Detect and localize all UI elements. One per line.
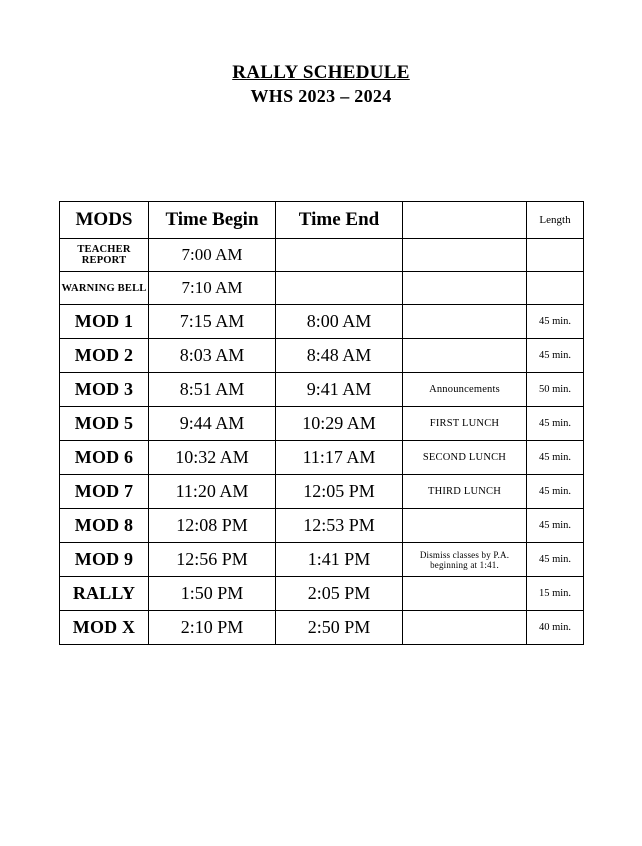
row-label: MOD 3	[60, 373, 149, 407]
row-time-end: 1:41 PM	[276, 543, 403, 577]
row-length	[527, 239, 584, 272]
row-time-begin: 12:08 PM	[149, 509, 276, 543]
row-length	[527, 272, 584, 305]
table-row	[60, 305, 584, 339]
row-time-begin: 2:10 PM	[149, 611, 276, 645]
row-label: MOD X	[60, 611, 149, 645]
row-time-end: 2:05 PM	[276, 577, 403, 611]
table-row	[60, 577, 584, 611]
header-mods: MODS	[60, 202, 149, 239]
row-time-end	[276, 272, 403, 305]
page-title-line-2: WHS 2023 – 2024	[250, 86, 392, 106]
row-time-end: 12:05 PM	[276, 475, 403, 509]
row-time-end: 12:53 PM	[276, 509, 403, 543]
table-row	[60, 272, 584, 305]
table-row	[60, 407, 584, 441]
row-notes: Announcements	[403, 373, 527, 407]
row-time-end: 9:41 AM	[276, 373, 403, 407]
row-label: MOD 9	[60, 543, 149, 577]
table-row	[60, 441, 584, 475]
header-time-end: Time End	[276, 202, 403, 239]
row-time-begin: 8:03 AM	[149, 339, 276, 373]
row-time-end: 8:00 AM	[276, 305, 403, 339]
row-label: MOD 6	[60, 441, 149, 475]
row-length: 45 min.	[527, 339, 584, 373]
row-time-begin: 9:44 AM	[149, 407, 276, 441]
row-label: WARNING BELL	[60, 272, 149, 305]
row-label: MOD 1	[60, 305, 149, 339]
row-label: MOD 2	[60, 339, 149, 373]
row-notes: THIRD LUNCH	[403, 475, 527, 509]
row-length: 45 min.	[527, 543, 584, 577]
row-length: 40 min.	[527, 611, 584, 645]
row-notes: Dismiss classes by P.A. beginning at 1:41.	[403, 543, 527, 577]
row-label: MOD 7	[60, 475, 149, 509]
header-notes	[403, 202, 527, 239]
document-title	[0, 62, 642, 107]
row-label: MOD 5	[60, 407, 149, 441]
row-time-end: 11:17 AM	[276, 441, 403, 475]
table-header-row	[60, 202, 584, 239]
row-time-begin: 7:00 AM	[149, 239, 276, 272]
row-time-begin: 12:56 PM	[149, 543, 276, 577]
row-time-end	[276, 239, 403, 272]
row-time-end: 10:29 AM	[276, 407, 403, 441]
page-title-line-1: RALLY SCHEDULE	[232, 62, 410, 83]
header-length: Length	[527, 202, 584, 239]
row-notes	[403, 239, 527, 272]
schedule-table	[59, 201, 584, 645]
row-notes	[403, 611, 527, 645]
row-time-begin: 11:20 AM	[149, 475, 276, 509]
document-page	[0, 62, 642, 846]
row-length: 45 min.	[527, 305, 584, 339]
row-time-begin: 1:50 PM	[149, 577, 276, 611]
schedule-table-wrapper	[59, 201, 583, 645]
row-time-begin: 7:15 AM	[149, 305, 276, 339]
row-length: 45 min.	[527, 407, 584, 441]
schedule-table-body	[60, 239, 584, 645]
row-label: TEACHER REPORT	[60, 239, 149, 272]
row-length: 45 min.	[527, 441, 584, 475]
table-row	[60, 339, 584, 373]
header-time-begin: Time Begin	[149, 202, 276, 239]
row-notes	[403, 305, 527, 339]
row-time-end: 8:48 AM	[276, 339, 403, 373]
row-time-begin: 8:51 AM	[149, 373, 276, 407]
row-notes	[403, 339, 527, 373]
row-notes: FIRST LUNCH	[403, 407, 527, 441]
row-length: 50 min.	[527, 373, 584, 407]
row-notes	[403, 577, 527, 611]
row-notes	[403, 509, 527, 543]
row-time-begin: 10:32 AM	[149, 441, 276, 475]
row-length: 45 min.	[527, 475, 584, 509]
row-notes	[403, 272, 527, 305]
table-row	[60, 373, 584, 407]
table-row	[60, 509, 584, 543]
table-row	[60, 475, 584, 509]
row-notes: SECOND LUNCH	[403, 441, 527, 475]
row-length: 45 min.	[527, 509, 584, 543]
row-time-begin: 7:10 AM	[149, 272, 276, 305]
row-time-end: 2:50 PM	[276, 611, 403, 645]
table-row	[60, 543, 584, 577]
row-label: RALLY	[60, 577, 149, 611]
row-length: 15 min.	[527, 577, 584, 611]
table-row	[60, 611, 584, 645]
row-label: MOD 8	[60, 509, 149, 543]
table-row	[60, 239, 584, 272]
